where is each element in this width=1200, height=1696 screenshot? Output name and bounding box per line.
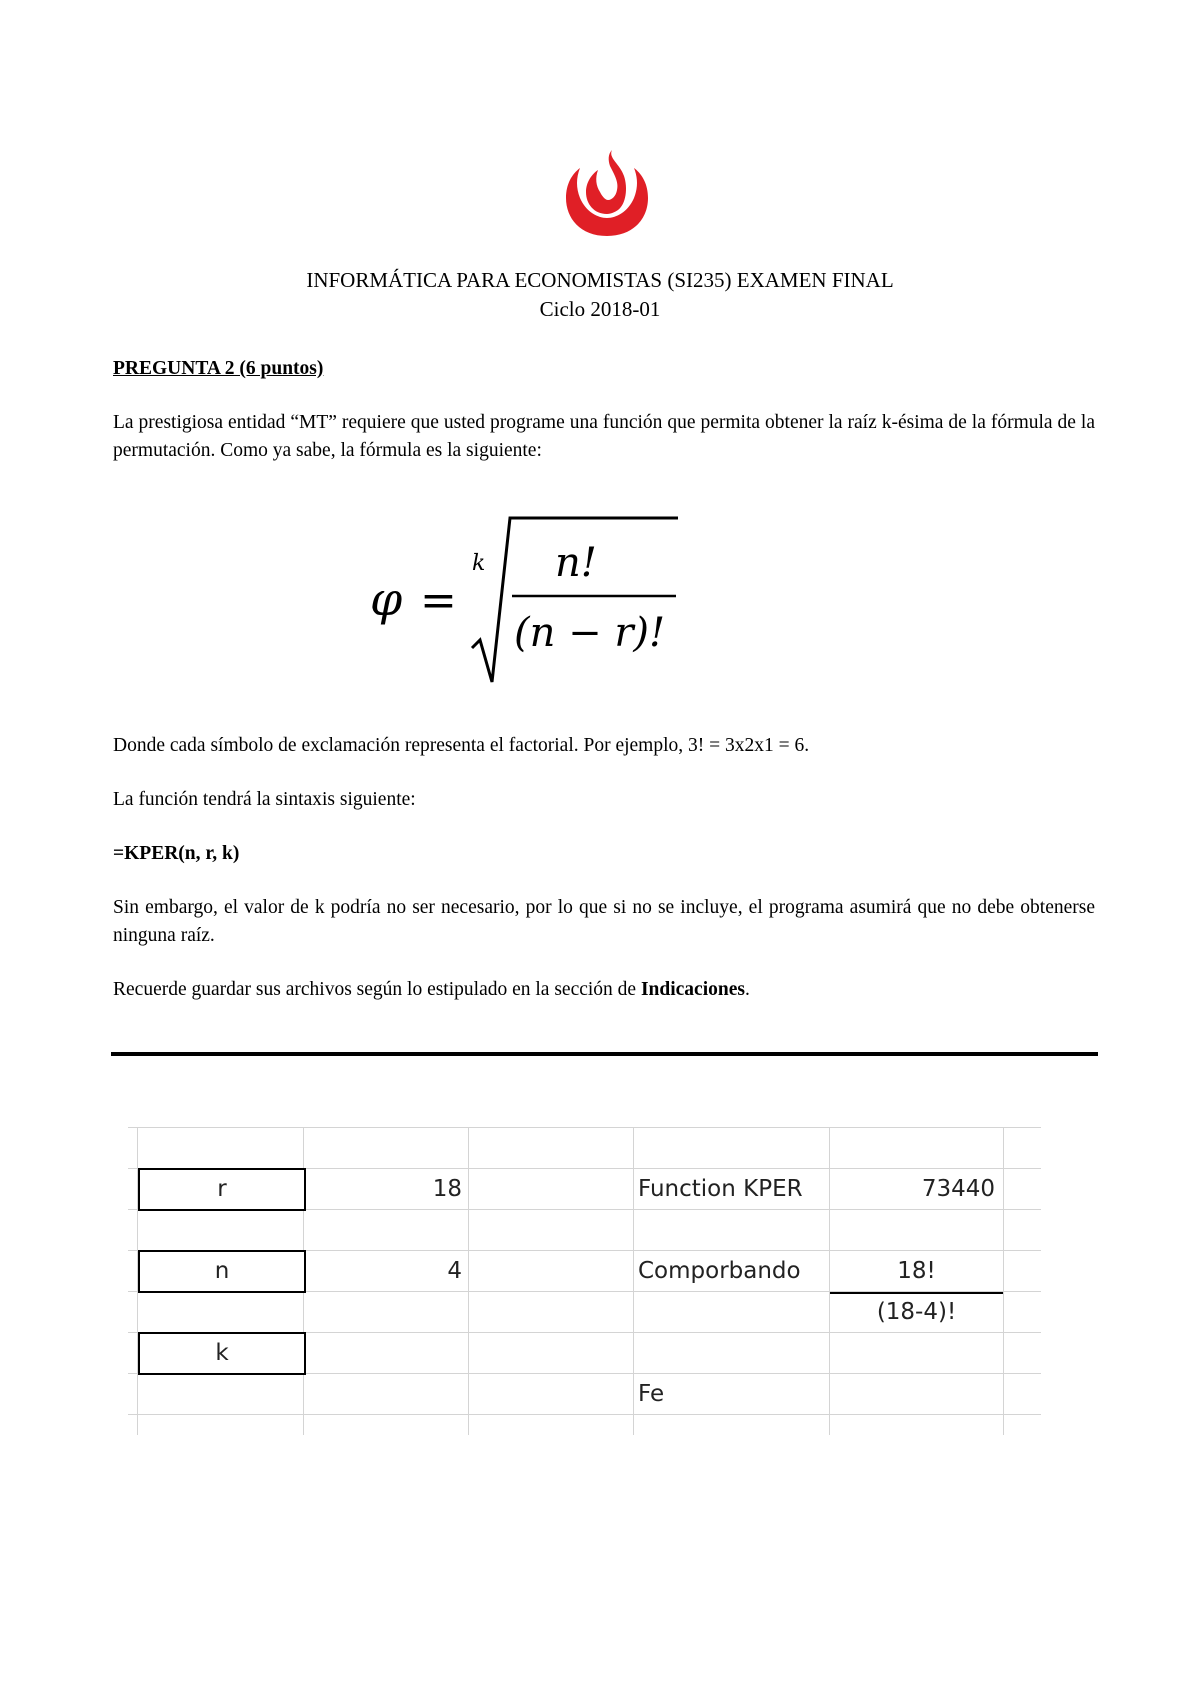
k-note: Sin embargo, el valor de k podría no ser necesario, por lo que si no se incluye, el programa asumirá que no debe obtenerse ninguna raíz. <box>113 897 1095 946</box>
formula-phi: φ <box>370 572 403 626</box>
cell-function-label[interactable]: Function KPER <box>638 1176 803 1202</box>
cell-fe-label[interactable]: Fe <box>638 1381 665 1407</box>
grid-line <box>468 1127 469 1435</box>
factorial-note: Donde cada símbolo de exclamación representa el factorial. Por ejemplo, 3! = 3x2x1 = 6. <box>113 735 810 756</box>
reminder-prefix: Recuerde guardar sus archivos según lo estipulado en la sección de <box>113 979 641 1000</box>
question-intro: La prestigiosa entidad “MT” requiere que usted programe una función que permita obtener la raíz k-ésima de la fórmula de la permutación. Como ya sabe, la fórmula es la siguiente: <box>113 412 1095 461</box>
exam-cycle: Ciclo 2018-01 <box>539 297 661 321</box>
cell-function-value[interactable]: 73440 <box>921 1176 995 1202</box>
permutation-root-formula <box>360 510 680 685</box>
cell-k-label[interactable]: k <box>138 1332 306 1375</box>
grid-line <box>128 1127 1041 1128</box>
reminder-bold: Indicaciones <box>640 979 745 1000</box>
section-divider <box>111 1052 1098 1056</box>
formula-denominator: (n − r)! <box>514 610 666 656</box>
exam-title: INFORMÁTICA PARA ECONOMISTAS (SI235) EXAMEN FINAL <box>306 268 894 292</box>
cell-check-label[interactable]: Comporbando <box>638 1258 801 1284</box>
cell-check-denominator[interactable]: (18-4)! <box>876 1299 957 1325</box>
cell-r-label[interactable]: r <box>138 1168 306 1211</box>
formula-index-k: k <box>472 551 486 576</box>
syntax-label: La función tendrá la sintaxis siguiente: <box>113 789 416 810</box>
grid-line <box>1003 1127 1004 1435</box>
cell-r-value[interactable]: 18 <box>432 1176 462 1202</box>
formula-numerator: n! <box>555 540 597 586</box>
question-label: PREGUNTA 2 (6 puntos) <box>113 358 324 379</box>
university-logo-icon <box>562 148 652 240</box>
reminder <box>113 976 1095 1004</box>
grid-line <box>633 1127 634 1435</box>
cell-n-label[interactable]: n <box>138 1250 306 1293</box>
formula-equals: = <box>420 575 457 626</box>
cell-n-value[interactable]: 4 <box>447 1258 462 1284</box>
function-syntax: =KPER(n, r, k) <box>113 843 240 864</box>
grid-line <box>128 1414 1041 1415</box>
reminder-suffix: . <box>744 979 750 1000</box>
cell-check-numerator[interactable]: 18! <box>897 1258 936 1284</box>
